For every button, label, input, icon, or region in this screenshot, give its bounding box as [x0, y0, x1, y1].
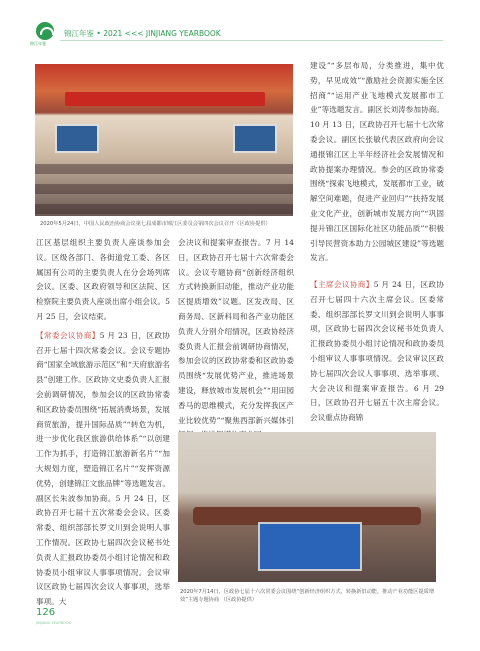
column-3-bottom [310, 278, 444, 426]
conference-banner [65, 92, 265, 106]
header-rule [60, 40, 443, 41]
col1-paragraph: 江区基层组织主要负责人座谈参加会议。区级各部门、各街道党工委、各区属国有公司的主要负责人在分会场列席会议。区委、区政府领导和区法院、区检察院主要负责人座谈出席小组会议。5 月 25 日，会议结束。 [36, 238, 170, 321]
col1-paragraph-2: 5 月 23 日，区政协召开七届十四次常委会议。会议专题协商“国家全域旅游示范区”和“天府旅游名县”创建工作。区政协文史委负责人汇报会前调研情况，参加会议的区政协常委和区政协委员围绕“拓展消费场景，发展商贸旅游，提升国际品质”“转危为机，进一步优化我区旅游供给体系”“以创建工作为抓手，打造锦江旅游新名片”“加大规划力度，塑造锦江名片”“发挥资源优势，创建锦江文旅品牌”等选题发言。副区长朱波参加协商。5 月 24 日，区政协召开七届十五次常委会会议。区委常委、组织部部长罗文川到会说明人事工作情况。区政协七届四次会议秘书处负责人汇报政协委员小组讨论情况和政协委员小组审议人事事项情况。会议审议区政协七届四次会议人事事项，选举事项。大 [36, 330, 170, 607]
logo-text: 锦江年鉴 [30, 41, 46, 46]
screen-right [233, 124, 277, 153]
column-3-top [310, 59, 444, 266]
col2-paragraph: 会决议和提案审查报告。7 月 14 日，区政协召开七届十六次常委会议。会议专题协商“创新经济组织方式转换新旧动能，推动产业功能区提质增效”议题。区发改局、区商务局、区新科局和各产业功能区负责人分别介绍情况，区政协经济委负责人汇报会前调研协商情况，参加会议的区政协常委和区政协委员围绕“发展优势产业，推进场景建设，释放城市发展机会”“用田园香马的思维模式，充分发挥我区产业比较优势”“聚焦西部新兴媒体引 [178, 238, 294, 425]
col3-paragraph: 建设”“多层布局，分类推进，集中优势，早见成效”“激励社会资源实施全区招商”“运用产业飞地模式发展都市工业”等选题发言。副区长刘涛参加协商。10 月 13 日，区政协召开七届十七次常委会议。副区长张敏代表区政府向会议通报锦江区上半年经济社会发展情况和政协提案办理情况。参会的区政协常委围绕“探索飞地模式，发展都市工业，破解空间难题，促进产业回归”“扶持发展业文化产业，创新城市发展方向”“巩固提升锦江区国际化社区功能品质”“积极引导民营资本助力公园城区建设”等选题发言。 [310, 61, 444, 263]
page-number: 126 [36, 607, 56, 618]
conference-photo [35, 64, 293, 216]
page-header [0, 0, 480, 44]
column-2 [178, 236, 294, 443]
yearbook-logo-icon [36, 22, 54, 40]
column-1 [36, 236, 170, 610]
footer-text: JINJIANG YEARBOOK [36, 621, 71, 625]
audience-row [35, 204, 293, 214]
meeting-photo [178, 432, 436, 582]
header-title: 锦江年鉴 • 2021 <<< JINJIANG YEARBOOK [64, 29, 221, 38]
audience-row [35, 164, 293, 174]
presentation-screen [258, 522, 362, 571]
col3b-paragraph: 5 月 24 日，区政协召开七届四十六次主席会议。区委常委、组织部部长罗文川到会说明人事事项，区政协七届四次会议秘书处负责人汇报政协委员小组讨论情况和政协委员小组审议人事事项情况。会议审议区政协七届四次会议人事事项、选举事项、大会决议和提案审查报告。6 月 29 日，区政协召开七届五十次主席会议。会议重点协商锦 [310, 280, 444, 423]
section-tag-chair-meeting: 【主席会议协商】 [310, 280, 374, 289]
photo1-caption: 2020年5月24日，中国人民政治协商会议第七届成都市锦江区委员会第四次会议召开（区政协提供） [40, 221, 271, 227]
photo2-caption: 2020年7月14日，区政协七届十六次常委会议围绕“创新经济组织方式，转换新旧动能，推动产业功能区提质增效”主题专题协商 （区政协提供） [180, 589, 435, 603]
audience-row [35, 184, 293, 194]
screen-left [55, 124, 99, 153]
section-tag-standing-committee: 【常委会议协商】 [36, 330, 100, 340]
